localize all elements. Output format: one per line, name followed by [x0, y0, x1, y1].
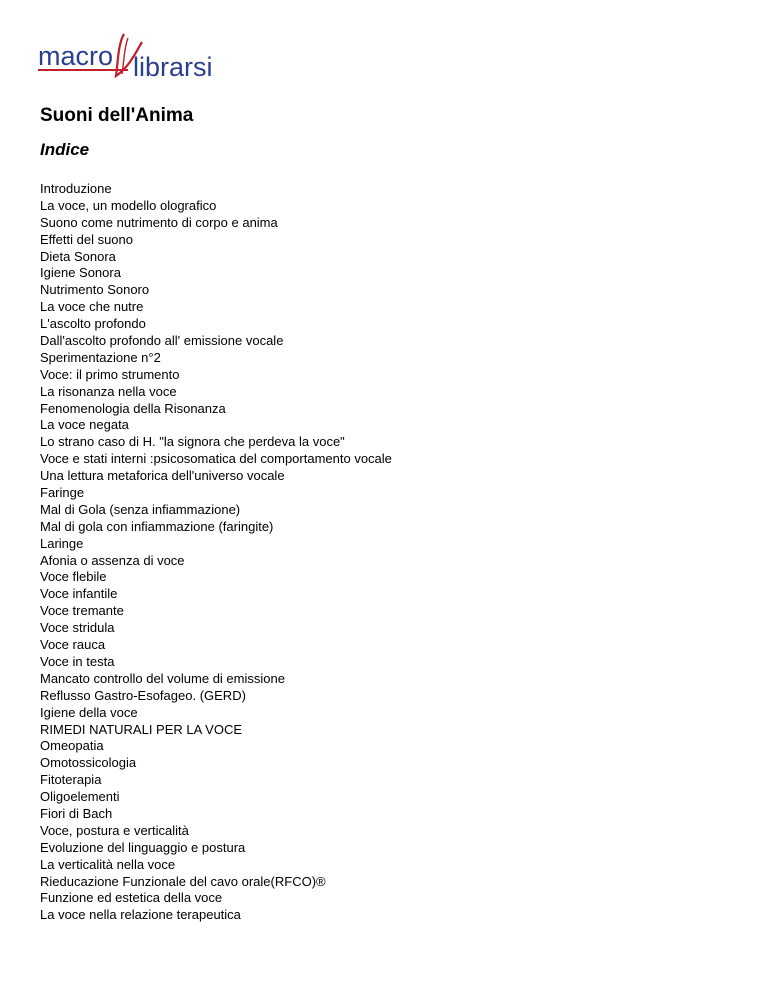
toc-item: Dall'ascolto profondo all' emissione vocale	[40, 333, 284, 349]
toc-item: Funzione ed estetica della voce	[40, 890, 223, 906]
toc-item: Lo strano caso di H. "la signora che perdeva la voce"	[40, 434, 345, 450]
toc-item: Voce, postura e verticalità	[40, 822, 189, 838]
toc-item: Una lettura metaforica dell'universo vocale	[40, 468, 285, 484]
toc-item: Voce: il primo strumento	[40, 366, 180, 382]
toc-item: Voce tremante	[40, 603, 124, 619]
toc-item: Mal di gola con infiammazione (faringite)	[40, 518, 274, 534]
toc-item: La voce, un modello olografico	[40, 197, 217, 213]
toc-item: Fenomenologia della Risonanza	[40, 400, 226, 416]
toc-item: Faringe	[40, 485, 85, 501]
toc-item: Oligoelementi	[40, 789, 120, 805]
toc-item: La voce che nutre	[40, 299, 144, 315]
toc-item: Voce in testa	[40, 653, 115, 669]
logo-text-macro: macro	[38, 41, 114, 71]
table-of-contents	[40, 181, 392, 924]
toc-item: Igiene Sonora	[40, 265, 121, 281]
toc-item: Afonia o assenza di voce	[40, 552, 185, 568]
toc-item: Laringe	[40, 535, 84, 551]
toc-item: Voce flebile	[40, 569, 107, 585]
toc-item: Mancato controllo del volume di emissione	[40, 670, 285, 686]
toc-item: Effetti del suono	[40, 231, 133, 247]
toc-item: La risonanza nella voce	[40, 383, 177, 399]
toc-item: Voce infantile	[40, 586, 118, 602]
macrolibrarsi-logo	[38, 32, 248, 84]
toc-item: Fitoterapia	[40, 772, 102, 788]
toc-item: Rieducazione Funzionale del cavo orale(RFCO)®	[40, 873, 326, 889]
toc-item: La voce negata	[40, 417, 129, 433]
toc-item: Reflusso Gastro-Esofageo. (GERD)	[40, 687, 246, 703]
toc-item: Evoluzione del linguaggio e postura	[40, 839, 246, 855]
toc-item: Omotossicologia	[40, 755, 137, 771]
toc-item: Fiori di Bach	[40, 805, 113, 821]
index-heading: Indice	[40, 140, 90, 159]
toc-item: Nutrimento Sonoro	[40, 282, 150, 298]
document-title: Suoni dell'Anima	[40, 105, 194, 126]
toc-item: La voce nella relazione terapeutica	[40, 907, 241, 923]
toc-item: Mal di Gola (senza infiammazione)	[40, 501, 241, 517]
toc-item: Introduzione	[40, 181, 112, 196]
toc-item: Sperimentazione n°2	[40, 349, 161, 365]
toc-item: Voce stridula	[40, 620, 115, 636]
toc-item: Igiene della voce	[40, 704, 138, 720]
logo-text-librarsi: librarsi	[133, 52, 213, 82]
toc-item: La verticalità nella voce	[40, 856, 176, 872]
toc-item: RIMEDI NATURALI PER LA VOCE	[40, 721, 243, 737]
toc-item: Dieta Sonora	[40, 248, 116, 264]
toc-item: Suono come nutrimento di corpo e anima	[40, 214, 278, 230]
toc-item: Voce rauca	[40, 637, 106, 653]
toc-item: L'ascolto profondo	[40, 316, 146, 332]
toc-item: Voce e stati interni :psicosomatica del comportamento vocale	[40, 451, 392, 467]
toc-item: Omeopatia	[40, 738, 104, 754]
